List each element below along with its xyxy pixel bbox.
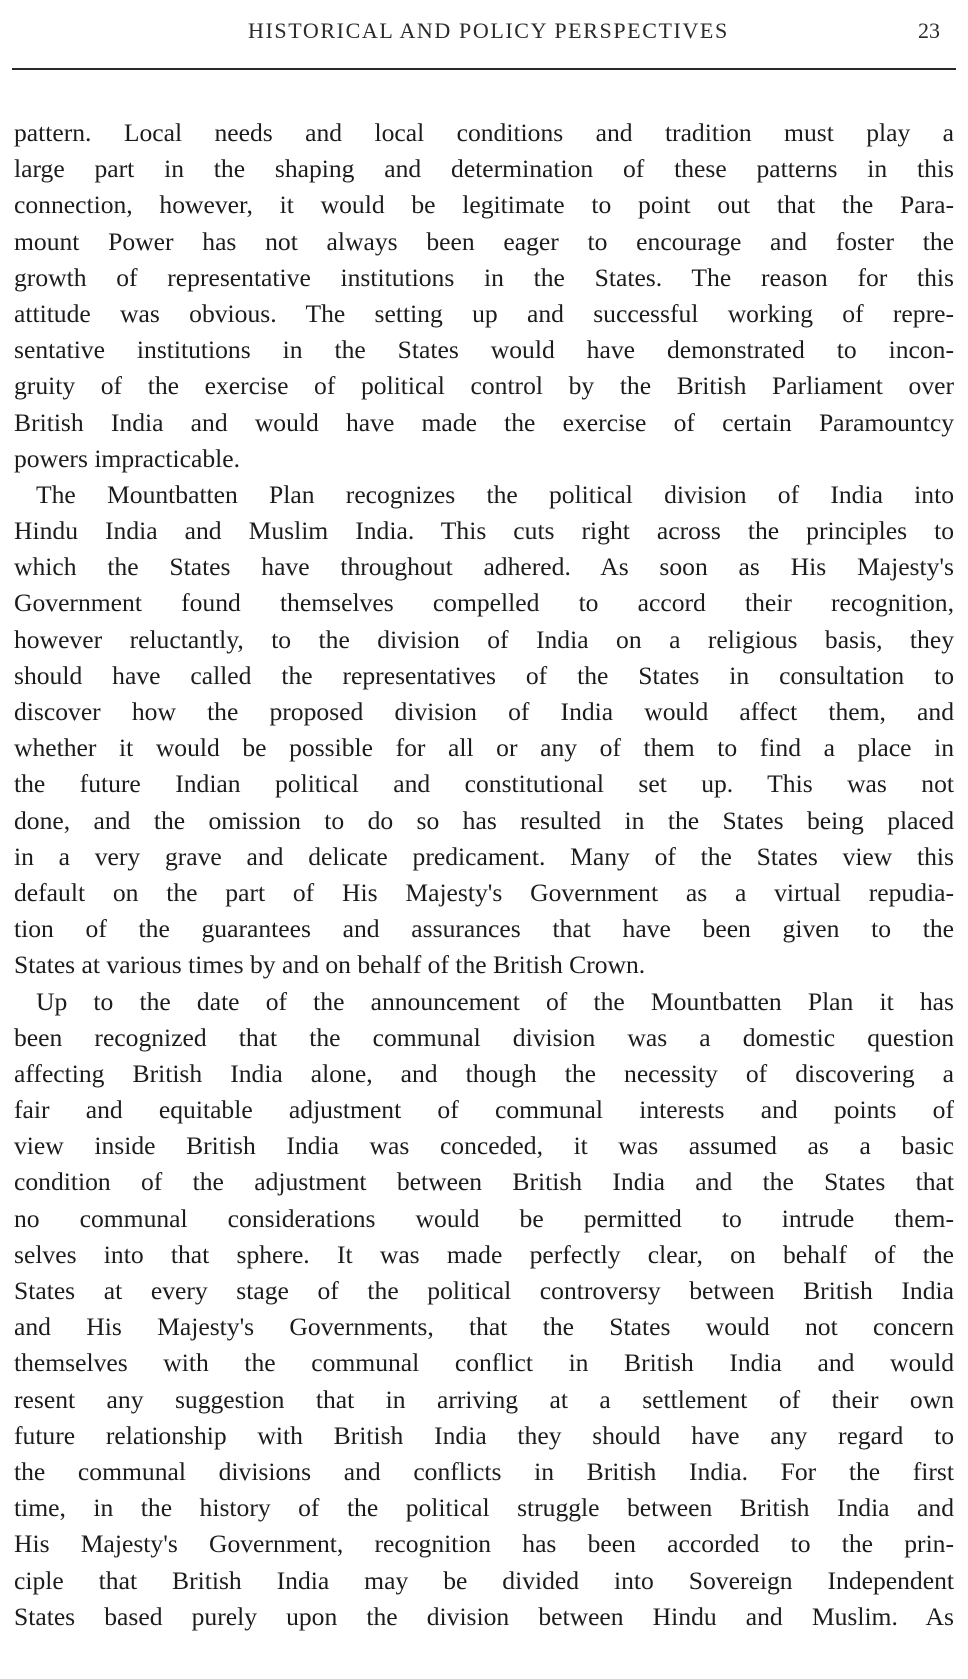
text-line: however reluctantly, to the division of India on a religious basis, they [14,624,954,654]
text-line: been recognized that the communal division was a domestic question [14,1022,954,1052]
running-head: HISTORICAL AND POLICY PERSPECTIVES [248,18,729,43]
text-line: affecting British India alone, and though the necessity of discovering a [14,1058,954,1088]
text-line: selves into that sphere. It was made perfectly clear, on behalf of the [14,1239,954,1269]
text-line: no communal considerations would be permitted to intrude them- [14,1203,954,1233]
text-line: States at every stage of the political controversy between British India [14,1276,954,1305]
text-line: The Mountbatten Plan recognizes the political division of India into [36,479,954,509]
text-line: pattern. Local needs and local conditions and tradition must play a [14,118,954,147]
text-line: mount Power has not always been eager to encourage and foster the [14,226,954,256]
text-line: and His Majesty's Governments, that the States would not concern [14,1312,954,1342]
text-line: whether it would be possible for all or any of them to find a place in [14,733,954,763]
page-number: 23 [918,18,940,43]
paragraph-2 [14,477,954,984]
text-line: condition of the adjustment between British India and the States that [14,1167,954,1197]
paragraph-3 [14,984,954,1635]
text-line: His Majesty's Government, recognition has been accorded to the prin- [14,1529,954,1559]
text-line: which the States have throughout adhered. As soon as His Majesty's [14,552,954,582]
text-line: default on the part of His Majesty's Government as a virtual repudia- [14,877,954,907]
text-line: discover how the proposed division of India would affect them, and [14,697,954,726]
text-line: themselves with the communal conflict in British India and would [14,1348,954,1378]
text-line: the communal divisions and conflicts in British India. For the first [14,1456,954,1486]
paragraph-1 [14,115,954,477]
text-line: growth of representative institutions in the States. The reason for this [14,262,954,292]
text-line: States at various times by and on behalf of the British Crown. [14,950,646,980]
text-line: in a very grave and delicate predicament. Many of the States view this [14,841,954,871]
text-line: ciple that British India may be divided into Sovereign Independent [14,1565,954,1595]
text-line: sentative institutions in the States would have demonstrated to incon- [14,335,954,365]
text-line: large part in the shaping and determination of these patterns in this [14,154,954,184]
text-line: should have called the representatives of the States in consultation to [14,660,954,690]
text-line: Government found themselves compelled to accord their recognition, [14,588,954,618]
text-line: resent any suggestion that in arriving at a settlement of their own [14,1384,954,1414]
text-line: done, and the omission to do so has resulted in the States being placed [14,805,954,835]
text-line: tion of the guarantees and assurances that have been given to the [14,914,954,944]
text-line: future relationship with British India they should have any regard to [14,1420,954,1450]
text-line: British India and would have made the exercise of certain Paramountcy [14,407,954,437]
text-line: gruity of the exercise of political control by the British Parliament over [14,371,954,401]
text-line: powers impracticable. [14,443,240,473]
text-line: connection, however, it would be legitimate to point out that the Para- [14,190,954,220]
text-line: view inside British India was conceded, it was assumed as a basic [14,1131,954,1161]
text-line: time, in the history of the political struggle between British India and [14,1493,954,1523]
body-text [14,115,954,1635]
text-line: the future Indian political and constitutional set up. This was not [14,769,954,799]
page-header [0,14,968,54]
text-line: Hindu India and Muslim India. This cuts right across the principles to [14,516,954,546]
text-line: Up to the date of the announcement of the Mountbatten Plan it has [36,986,954,1016]
text-line: fair and equitable adjustment of communal interests and points of [14,1095,954,1125]
header-rule [12,68,956,70]
text-line: States based purely upon the division between Hindu and Muslim. As [14,1601,954,1631]
text-line: attitude was obvious. The setting up and successful working of repre- [14,298,954,328]
